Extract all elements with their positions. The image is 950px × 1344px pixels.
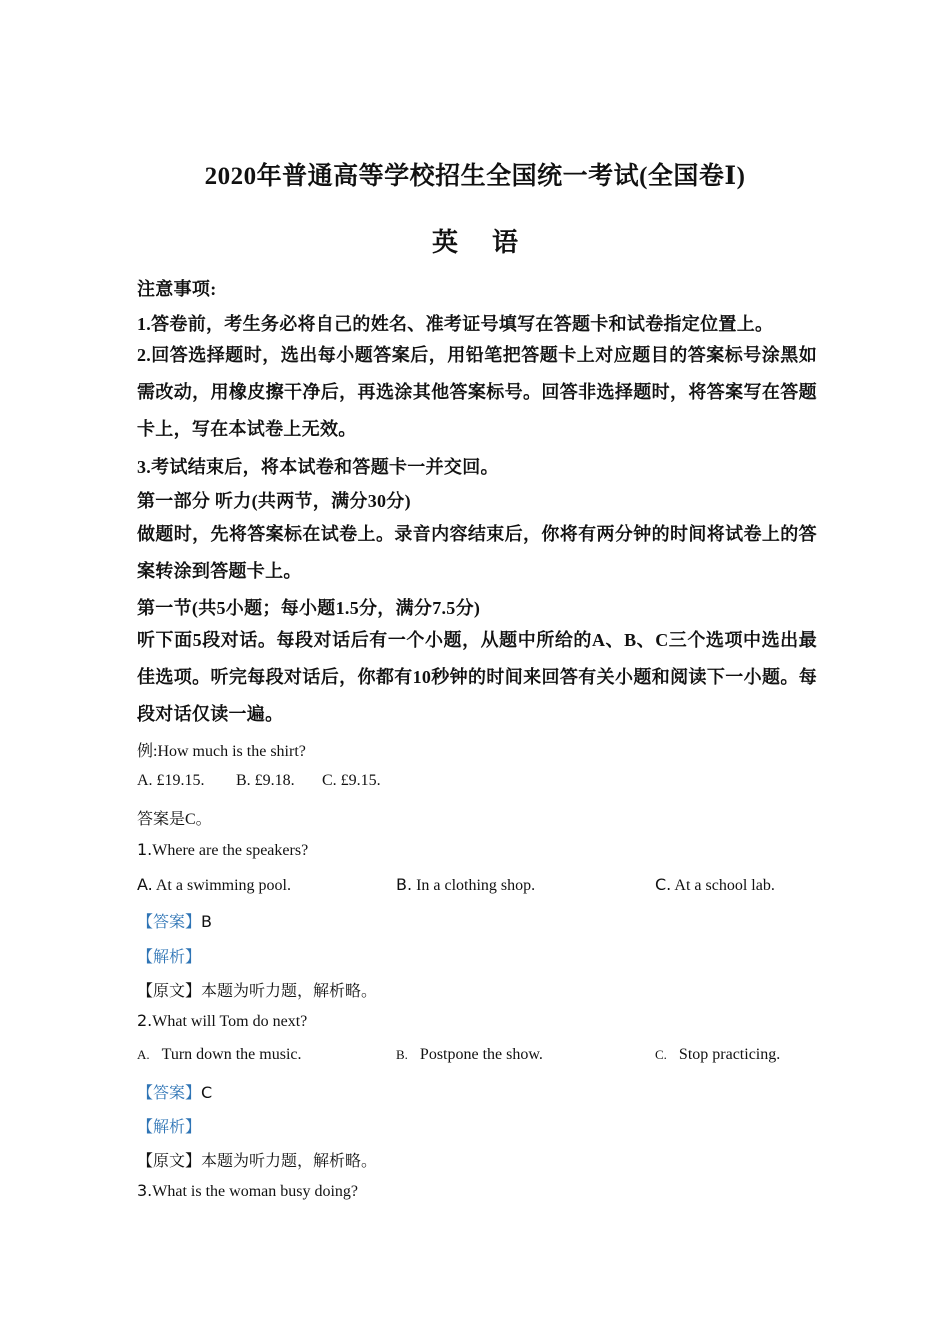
q1-answer — [137, 909, 817, 932]
notes-heading: 注意事项: — [137, 279, 217, 299]
example-question: 例:How much is the shirt? — [137, 743, 306, 760]
q2-option-a: A. Turn down the music. — [137, 1046, 302, 1063]
example-answer: 答案是C。 — [137, 811, 212, 828]
analysis-label: 【解析】 — [137, 949, 202, 966]
original-label: 【原文】 — [137, 983, 202, 1000]
answer-value: C — [201, 1083, 213, 1102]
section1-instructions: 听下面5段对话。每段对话后有一个小题，从题中所给的A、B、C三个选项中选出最佳选项。听完每段对话后，你都有10秒钟的时间来回答有关小题和阅读下一小题。每段对话仅读一遍。 — [137, 630, 817, 724]
part1-heading: 第一部分 听力(共两节，满分30分) — [137, 491, 411, 511]
question-2 — [137, 1011, 817, 1031]
question-1 — [137, 840, 817, 860]
example-option-b: B. £9.18. — [236, 772, 295, 789]
q1-original — [137, 978, 817, 1001]
q1-option-c: C. At a school lab. — [655, 875, 775, 894]
question-text: What will Tom do next? — [152, 1013, 308, 1030]
q2-option-b: B. Postpone the show. — [396, 1046, 543, 1063]
question-text: What is the woman busy doing? — [152, 1183, 359, 1200]
section1-heading: 第一节(共5小题；每小题1.5分，满分7.5分) — [137, 598, 481, 618]
q1-option-b: B. In a clothing shop. — [396, 875, 536, 894]
q1-analysis — [137, 944, 817, 967]
answer-value: B — [201, 912, 212, 931]
notes-item-3: 3.考试结束后，将本试卷和答题卡一并交回。 — [137, 457, 499, 477]
q2-analysis — [137, 1114, 817, 1137]
notes-item-1: 1.答卷前，考生务必将自己的姓名、准考证号填写在答题卡和试卷指定位置上。 — [137, 314, 774, 334]
part1-instructions: 做题时，先将答案标在试卷上。录音内容结束后，你将有两分钟的时间将试卷上的答案转涂到答题卡上。 — [137, 524, 817, 581]
original-text: 本题为听力题，解析略。 — [201, 983, 378, 1000]
original-text: 本题为听力题，解析略。 — [201, 1153, 378, 1170]
exam-title: 2020年普通高等学校招生全国统一考试(全国卷Ⅰ) — [204, 163, 746, 190]
example-option-c: C. £9.15. — [322, 772, 381, 789]
q1-option-a: A. At a swimming pool. — [137, 875, 291, 894]
q2-option-c: C. Stop practicing. — [655, 1046, 781, 1063]
analysis-label: 【解析】 — [137, 1119, 202, 1136]
original-label: 【原文】 — [137, 1153, 202, 1170]
answer-label: 【答案】 — [137, 1085, 202, 1102]
notes-item-2: 2.回答选择题时，选出每小题答案后，用铅笔把答题卡上对应题目的答案标号涂黑如需改动，用橡皮擦干净后，再选涂其他答案标号。回答非选择题时，将答案写在答题卡上，写在本试卷上无效。 — [137, 345, 817, 439]
subject-title: 英语 — [431, 228, 552, 257]
q2-answer — [137, 1080, 817, 1103]
example-option-a: A. £19.15. — [137, 772, 205, 789]
question-text: Where are the speakers? — [152, 842, 309, 859]
question-number: 1. — [137, 840, 153, 859]
answer-label: 【答案】 — [137, 914, 202, 931]
question-3 — [137, 1181, 817, 1201]
question-number: 2. — [137, 1011, 153, 1030]
question-number: 3. — [137, 1181, 153, 1200]
q2-original — [137, 1148, 817, 1171]
